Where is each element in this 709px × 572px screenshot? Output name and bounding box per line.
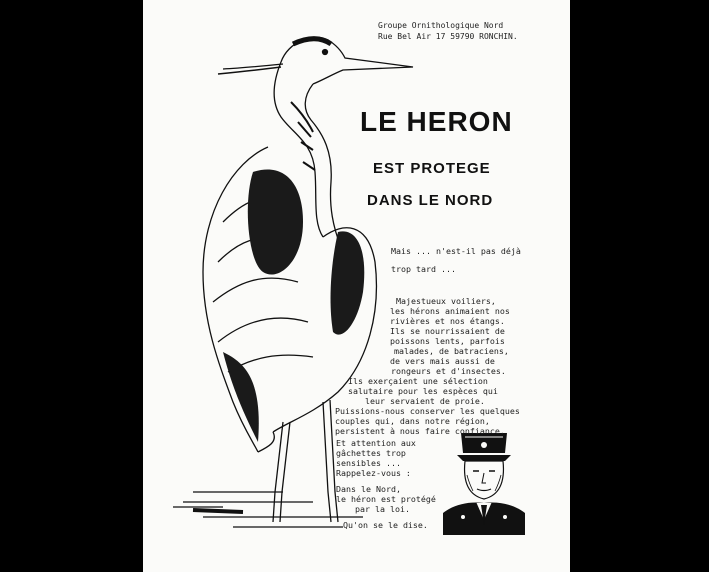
law-line: Dans le Nord, xyxy=(336,484,401,494)
headline-title: LE HERON xyxy=(360,106,513,137)
paragraph-line: de vers mais aussi de xyxy=(390,356,495,366)
paragraph-line: leur servaient de proie. xyxy=(365,396,485,406)
paragraph-line: couples qui, dans notre région, xyxy=(335,416,490,426)
organization-header xyxy=(378,20,518,42)
paragraph-line: rongeurs et d'insectes. xyxy=(391,366,506,376)
paragraph-line: Ils exerçaient une sélection xyxy=(348,376,488,386)
law-line: le héron est protégé xyxy=(336,494,436,504)
warning-line: sensibles ... xyxy=(336,458,401,468)
paragraph-line: poissons lents, parfois xyxy=(390,336,505,346)
paragraph-line: rivières et nos étangs. xyxy=(390,316,505,326)
paragraph-line: Ils se nourrissaient de xyxy=(390,326,505,336)
paragraph-line: les hérons animaient nos xyxy=(390,306,510,316)
headline-line2: EST PROTEGE xyxy=(373,160,491,177)
paragraph-line: malades, de batraciens, xyxy=(394,346,509,356)
warning-line: gâchettes trop xyxy=(336,448,406,458)
question-line-2: trop tard ... xyxy=(391,264,456,274)
question-line-1: Mais ... n'est-il pas déjà xyxy=(391,246,521,256)
warning-line: Et attention aux xyxy=(336,438,416,448)
paragraph-line: Puissions-nous conserver les quelques xyxy=(335,406,520,416)
paragraph-line: salutaire pour les espèces qui xyxy=(348,386,498,396)
law-line: par la loi. xyxy=(355,504,410,514)
paragraph-line: persistent à nous faire confiance. xyxy=(335,426,505,436)
leaflet-page xyxy=(143,0,570,572)
closing-line: Qu'on se le dise. xyxy=(343,520,428,530)
gendarme-portrait xyxy=(443,425,525,535)
paragraph-line: Majestueux voiliers, xyxy=(396,296,496,306)
warning-line: Rappelez-vous : xyxy=(336,468,411,478)
headline-line3: DANS LE NORD xyxy=(367,192,494,209)
organization-address: Rue Bel Air 17 59790 RONCHIN. xyxy=(378,32,518,41)
organization-name: Groupe Ornithologique Nord xyxy=(378,21,504,30)
